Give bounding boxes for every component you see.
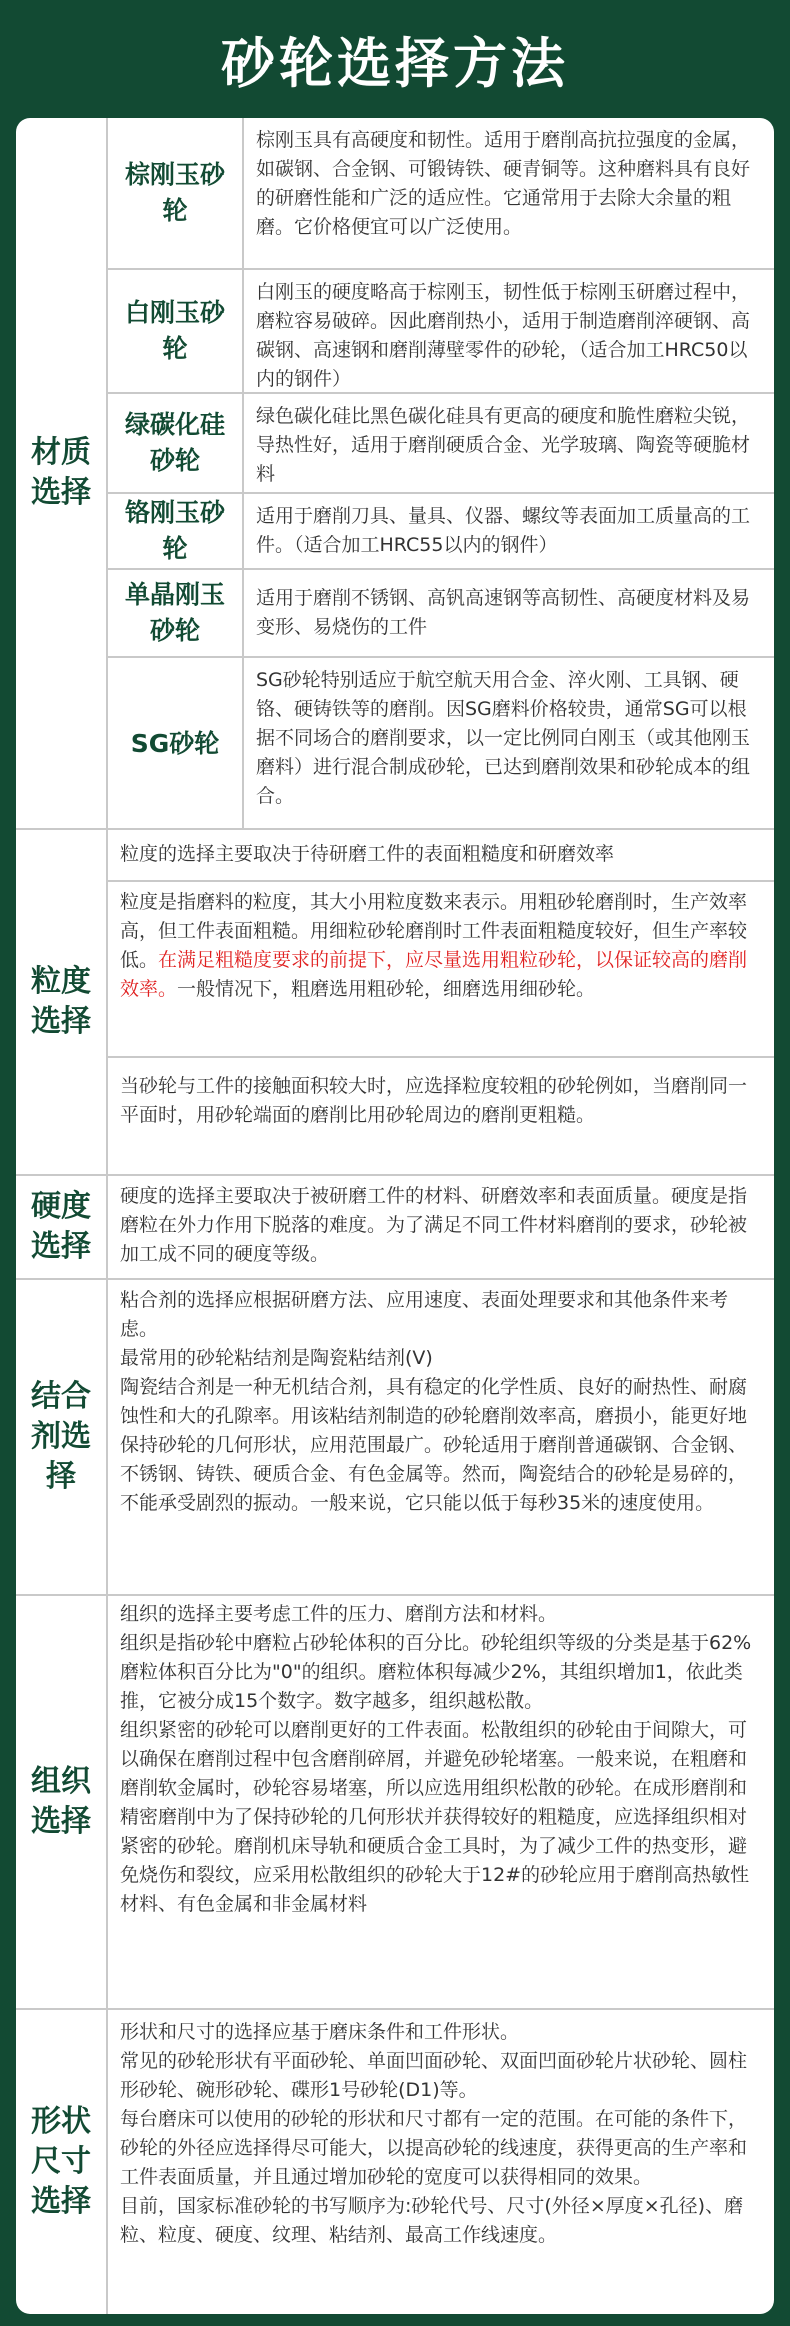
section-label <box>16 2010 108 2314</box>
section-label <box>16 1596 108 2008</box>
section-hardness <box>16 1176 774 1280</box>
material-row <box>108 118 774 270</box>
material-desc: 棕刚玉具有高硬度和韧性。适用于磨削高抗拉强度的金属，如碳钢、合金钢、可锻铸铁、硬青铜等。这种磨料具有良好的研磨性能和广泛的适应性。它通常用于去除大余量的粗磨。它价格便宜可以广泛使用。 <box>256 129 751 238</box>
material-row <box>108 394 774 494</box>
material-name-text: 单晶刚玉砂轮 <box>124 580 225 645</box>
grain-text-plain: 粒度是指磨料的粒度，其大小用粒度数来表示。用粗砂轮磨削时，生产效率高，但工件表面粗糙。用细粒砂轮磨削时工件表面粗糙度较好，但生产率较低。 <box>120 891 748 971</box>
section-body <box>108 830 774 1174</box>
section-label <box>16 1280 108 1594</box>
section-body <box>108 2010 774 2314</box>
material-name-text: 绿碳化硅砂轮 <box>124 410 225 475</box>
material-row <box>108 270 774 394</box>
grain-text-plain: 一般情况下，粗磨选用粗砂轮，细磨选用细砂轮。 <box>177 978 596 1000</box>
grain-text-highlight: 在满足粗糙度要求的前提下，应尽量选用粗粒砂轮，以保证较高的磨削效率。 <box>120 949 748 1000</box>
material-desc: 适用于磨削刀具、量具、仪器、螺纹等表面加工质量高的工件。（适合加工HRC55以内的钢件） <box>256 505 751 556</box>
section-body <box>108 1176 774 1278</box>
section-label-text: 结合剂选择 <box>31 1379 91 1494</box>
section-label-text: 材质选择 <box>31 435 91 510</box>
structure-text: 组织的选择主要考虑工件的压力、磨削方法和材料。 组织是指砂轮中磨粒占砂轮体积的百分比。砂轮组织等级的分类是基于62%磨粒体积百分比为"0"的组织。磨粒体积每减少2%，其组织增加1，依此类推，它被分成15个数字。数字越多，组织越松散。 组织紧密的砂轮可以磨削更好的工件表面。松散组织的砂轮由于间隙大，可以确保在磨削过程中包含磨削碎屑，并避免砂轮堵塞。一般来说，在粗磨和磨削软金属时，砂轮容易堵塞，所以应选用组织松散的砂轮。在成形磨削和精密磨削中为了保持砂轮的几何形状并获得较好的粗糙度，应选择组织相对紧密的砂轮。磨削机床导轨和硬质合金工具时，为了减少工件的热变形，避免烧伤和裂纹，应采用松散组织的砂轮大于12#的砂轮应用于磨削高热敏性材料、有色金属和非金属材料 <box>120 1603 752 1915</box>
section-body <box>108 118 774 828</box>
section-label <box>16 830 108 1174</box>
page-title: 砂轮选择方法 <box>221 31 569 95</box>
material-name-text: 铬刚玉砂轮 <box>124 498 225 563</box>
grain-text: 粒度的选择主要取决于待研磨工件的表面粗糙度和研磨效率 <box>120 843 615 865</box>
material-name <box>108 570 244 656</box>
section-label <box>16 1176 108 1278</box>
section-bond <box>16 1280 774 1596</box>
material-name-text: 棕刚玉砂轮 <box>124 160 225 225</box>
section-body <box>108 1596 774 2008</box>
material-desc: 适用于磨削不锈钢、高钒高速钢等高韧性、高硬度材料及易变形、易烧伤的工件 <box>256 587 751 638</box>
material-desc: 白刚玉的硬度略高于棕刚玉，韧性低于棕刚玉研磨过程中，磨粒容易破碎。因此磨削热小，适用于制造磨削淬硬钢、高碳钢、高速钢和磨削薄壁零件的砂轮，（适合加工HRC50以内的钢件） <box>256 281 751 390</box>
grain-row <box>108 1058 774 1176</box>
material-name <box>108 118 244 268</box>
material-name <box>108 270 244 392</box>
section-structure <box>16 1596 774 2010</box>
grain-row <box>108 882 774 1058</box>
section-material <box>16 118 774 830</box>
section-label-text: 硬度选择 <box>31 1189 91 1264</box>
content-card <box>16 118 774 2314</box>
grain-row <box>108 830 774 882</box>
material-name <box>108 494 244 568</box>
section-label-text: 形状尺寸选择 <box>31 2104 91 2219</box>
section-label-text: 粒度选择 <box>31 964 91 1039</box>
material-name <box>108 658 244 830</box>
bond-text: 粘合剂的选择应根据研磨方法、应用速度、表面处理要求和其他条件来考虑。 最常用的砂轮粘结剂是陶瓷粘结剂(V) 陶瓷结合剂是一种无机结合剂，具有稳定的化学性质、良好的耐热性、耐腐蚀性和大的孔隙率。用该粘结剂制造的砂轮磨削效率高，磨损小，能更好地保持砂轮的几何形状，应用范围最广。砂轮适用于磨削普通碳钢、合金钢、不锈钢、铸铁、硬质合金、有色金属等。然而，陶瓷结合的砂轮是易碎的，不能承受剧烈的振动。一般来说，它只能以低于每秒35米的速度使用。 <box>120 1289 748 1514</box>
section-label <box>16 118 108 828</box>
material-desc: SG砂轮特别适应于航空航天用合金、淬火刚、工具钢、硬铬、硬铸铁等的磨削。因SG磨料价格较贵，通常SG可以根据不同场合的磨削要求，以一定比例同白刚玉（或其他刚玉磨料）进行混合制成砂轮，已达到磨削效果和砂轮成本的组合。 <box>256 669 751 807</box>
material-name-text: SG砂轮 <box>130 729 220 758</box>
material-row <box>108 658 774 830</box>
material-row <box>108 494 774 570</box>
material-row <box>108 570 774 658</box>
shape-text: 形状和尺寸的选择应基于磨床条件和工件形状。 常见的砂轮形状有平面砂轮、单面凹面砂轮、双面凹面砂轮片状砂轮、圆柱形砂轮、碗形砂轮、碟形1号砂轮(D1)等。 每台磨床可以使用的砂轮的形状和尺寸都有一定的范围。在可能的条件下，砂轮的外径应选择得尽可能大，以提高砂轮的线速度，获得更高的生产率和工件表面质量，并且通过增加砂轮的宽度可以获得相同的效果。 目前，国家标准砂轮的书写顺序为:砂轮代号、尺寸(外径×厚度×孔径)、磨粒、粒度、硬度、纹理、粘结剂、最高工作线速度。 <box>120 2021 748 2246</box>
section-body <box>108 1280 774 1594</box>
grain-text: 当砂轮与工件的接触面积较大时，应选择粒度较粗的砂轮例如，当磨削同一平面时，用砂轮端面的磨削比用砂轮周边的磨削更粗糙。 <box>120 1075 748 1126</box>
section-grain <box>16 830 774 1176</box>
section-label-text: 组织选择 <box>31 1764 91 1839</box>
material-name <box>108 394 244 492</box>
section-shape <box>16 2010 774 2314</box>
material-desc: 绿色碳化硅比黑色碳化硅具有更高的硬度和脆性磨粒尖锐，导热性好，适用于磨削硬质合金、光学玻璃、陶瓷等硬脆材料 <box>256 405 751 485</box>
material-name-text: 白刚玉砂轮 <box>124 298 225 363</box>
page-header <box>0 0 790 118</box>
grain-text <box>120 888 760 1004</box>
hardness-text: 硬度的选择主要取决于被研磨工件的材料、研磨效率和表面质量。硬度是指磨粒在外力作用下脱落的难度。为了满足不同工件材料磨削的要求，砂轮被加工成不同的硬度等级。 <box>120 1185 748 1265</box>
